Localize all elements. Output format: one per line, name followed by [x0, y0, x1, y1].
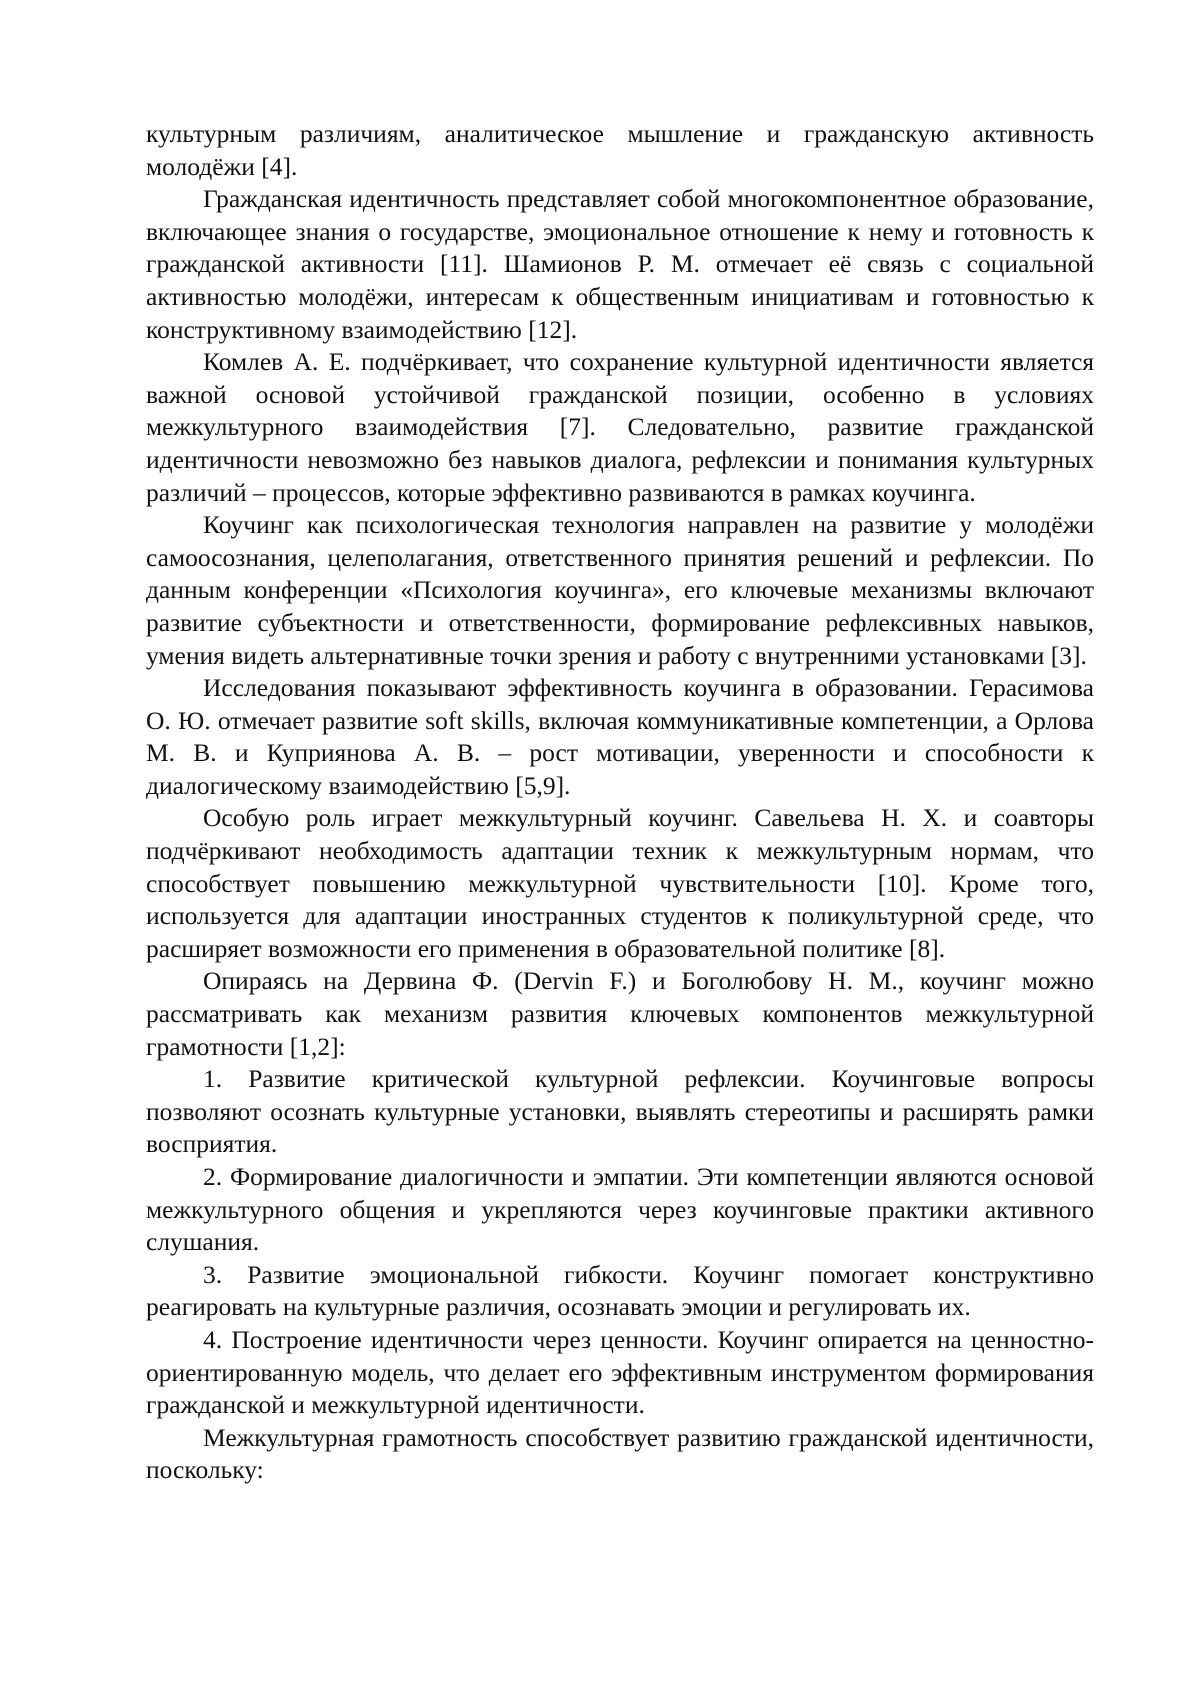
paragraph-continuation: культурным различиям, аналитическое мышление и гражданскую активность молодёжи [4].	[146, 119, 1094, 181]
paragraph-civic-identity: Гражданская идентичность представляет собой многокомпонентное образование, включающее знания о государстве, эмоциональное отношение к нему и готовность к гражданской активности [11]. Шамионов Р. М. отмечает её связь с социальной активностью молодёжи, интересам к общественным инициативам и готовностью к конструктивному взаимодействию [12].	[146, 184, 1094, 344]
list-item-1: 1. Развитие критической культурной рефлексии. Коучинговые вопросы позволяют осознать культурные установки, выявлять стереотипы и расширять рамки восприятия.	[146, 1064, 1094, 1159]
paragraph-komlev: Комлев А. Е. подчёркивает, что сохранение культурной идентичности является важной основой устойчивой гражданской позиции, особенно в условиях межкультурного взаимодействия [7]. Следовательно, развитие гражданской идентичности невозможно без навыков диалога, рефлексии и понимания культурных различий – процессов, которые эффективно развиваются в рамках коучинга.	[146, 347, 1094, 507]
paragraph-intercultural-coaching: Особую роль играет межкультурный коучинг. Савельева Н. Х. и соавторы подчёркивают необходимость адаптации техник к межкультурным нормам, что способствует повышению межкультурной чувствительности [10]. Кроме того, используется для адаптации иностранных студентов к поликультурной среде, что расширяет возможности его применения в образовательной политике [8].	[146, 803, 1094, 963]
paragraph-dervin: Опираясь на Дервина Ф. (Dervin F.) и Боголюбову Н. М., коучинг можно рассматривать как механизм развития ключевых компонентов межкультурной грамотности [1,2]:	[146, 966, 1094, 1061]
paragraph-coaching-technology: Коучинг как психологическая технология направлен на развитие у молодёжи самоосознания, целеполагания, ответственного принятия решений и рефлексии. По данным конференции «Психология коучинга», его ключевые механизмы включают развитие субъектности и ответственности, формирование рефлексивных навыков, умения видеть альтернативные точки зрения и работу с внутренними установками [3].	[146, 510, 1094, 670]
list-item-4: 4. Построение идентичности через ценности. Коучинг опирается на ценностно-ориентированную модель, что делает его эффективным инструментом формирования гражданской и межкультурной идентичности.	[146, 1324, 1094, 1420]
list-item-3: 3. Развитие эмоциональной гибкости. Коучинг помогает конструктивно реагировать на культурные различия, осознавать эмоции и регулировать их.	[146, 1259, 1094, 1322]
document-body	[146, 118, 1094, 1487]
paragraph-conclusion-lead: Межкультурная грамотность способствует развитию гражданской идентичности, поскольку:	[146, 1422, 1094, 1485]
list-item-2: 2. Формирование диалогичности и эмпатии. Эти компетенции являются основой межкультурного общения и укрепляются через коучинговые практики активного слушания.	[146, 1162, 1094, 1257]
paragraph-research: Исследования показывают эффективность коучинга в образовании. Герасимова О. Ю. отмечает развитие soft skills, включая коммуникативные компетенции, а Орлова М. В. и Куприянова А. В. – рост мотивации, уверенности и способности к диалогическому взаимодействию [5,9].	[146, 673, 1094, 800]
